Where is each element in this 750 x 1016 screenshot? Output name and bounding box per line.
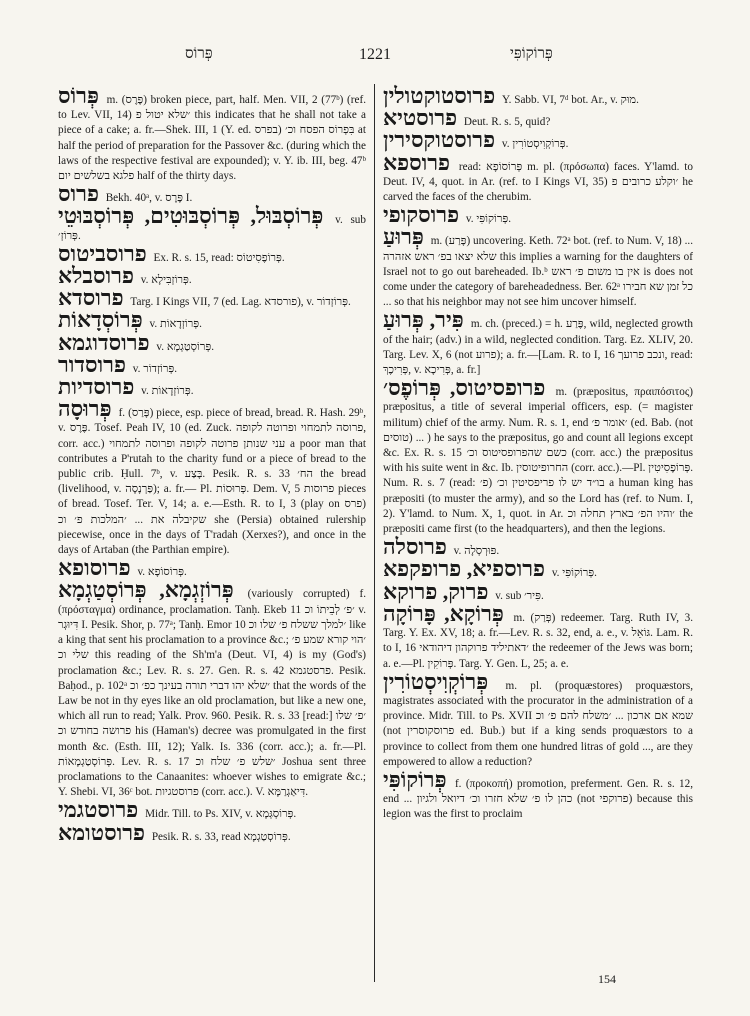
entry-definition: m. (פְּרַק) redeemer. Targ. Ruth IV, 3. Targ. Y. Ex. XV, 18; a. fr.—Lev. R. s. 32, end, a. e., v. גּוֹאֵל. Lam. R. to I, 16 ׳דאתיליד פרוקהון דיהודאי the redeemer of the Jews was born; a. e.—Pl. פְּרוֹקִין. Targ. Y. Gen. L, 25; a. e. (383, 611, 693, 670)
entry-definition: Y. Sabb. VI, 7ᵈ bot. Ar., v. מוּק. (502, 94, 639, 106)
dictionary-entry (383, 375, 694, 537)
left-column (58, 83, 367, 845)
entry-headword: פְּרוֹקָא, פָּרוֹקָה (383, 600, 504, 626)
entry-headword: פרופסיטוס, פְּרוֹפֶס׳ (383, 375, 546, 401)
column-divider (374, 84, 375, 982)
entry-headword: פרוסקופי (383, 202, 460, 228)
entry-headword: פרוסביטוס (58, 240, 147, 266)
dictionary-entry (58, 83, 367, 184)
entry-definition: v. פְּרוֹסְטַגְמָא. (156, 340, 215, 353)
entry-headword: פרוסטוקטולין (383, 83, 496, 108)
dictionary-entry (383, 307, 694, 378)
entry-definition: v. sub פְּרוֹזְ׳. (58, 214, 366, 242)
entry-definition: read: פְּרוֹסוֹפָא m. pl. (πρόσωπα) faces. Y'lamd. to Deut. IV, 4, quot. in Ar. (ref. to I Kings VI, 35) ׳וקלע כרובים פ he carved the faces of the cherubim. (383, 160, 694, 204)
entry-definition: v. פְּרוֹזְדָאוֹת. (149, 318, 202, 331)
page-number: 1221 (359, 46, 391, 63)
entry-headword: פִּיר, פְּרוּעַ (383, 307, 464, 333)
right-column (383, 83, 694, 823)
dictionary-entry (58, 577, 367, 800)
dictionary-entry (383, 668, 694, 770)
entry-definition: v. פְּרוֹזְדוֹר. (132, 362, 178, 375)
entry-headword: פְּרוֹס (58, 83, 99, 108)
entry-definition: Ex. R. s. 15, read: פְּרוֹפֶסִיטוֹס. (153, 251, 285, 264)
page-header (0, 46, 750, 70)
entry-definition: v. sub פִּיר׳. (495, 589, 544, 602)
dictionary-entry (383, 600, 693, 672)
entry-definition: m. (præpositus, πραιπόσιτος) præpositus, a title of several imperial officers, esp. (= magister militum) chief of the army. Num. R. s. 1, end ׳אומר פ׳ (ed. Bab. (not טוסים) ... ) he says to the præpositus, go and count all legions except &c. Ex. R. s. 15 כשם שהפרופסיטוס וכ׳ (corr. acc.) the præpositus with his suite went in &c. Ib. החרופיטוסין (corr. acc.).—Pl. פְּרוֹפֶסִיטִין. Num. R. s. 7 (read: פ׳) בו״ד יש לו פריפסיטין וכ׳ a human king has præpositi (to muster the army), and so the Lord has (ref. to Num. I, 2). Y'lamd. to Num. X, 1, quot. in Ar. ׳והיו הפ׳ בארץ תחלה וכ the præpositi came first (to the headquarters), and then the legions. (383, 386, 694, 536)
running-head-left: פְּרוֹס (185, 46, 213, 62)
entry-headword: פרוסטומא (58, 819, 146, 845)
entry-headword: פרוסלה (383, 534, 447, 560)
entry-definition: Deut. R. s. 5, quid? (463, 116, 551, 129)
dictionary-entry (383, 766, 694, 823)
entry-headword: פרוסטגמי (58, 797, 139, 823)
entry-definition: v. פְּרוֹזְבִּילָא. (140, 274, 192, 287)
entry-definition: Targ. I Kings VII, 7 (ed. Lag. פורסדא), v. פְּרוֹזְדוֹר. (130, 296, 351, 309)
entry-headword: פרוסדור (58, 351, 126, 377)
entry-headword: פְּרוֹקוֹפִּי (383, 766, 447, 792)
entry-definition: v. פְּרוֹקְוִיסְטוֹרִין. (501, 138, 569, 151)
entry-definition: f. (פָּרַס) piece, esp. piece of bread, bread. R. Hash. 29ᵇ, v. פֶּרֶס. Tosef. Peah IV, 10 (ed. Zuck. פרוסה לתמחוי ופרוטה לקופה, corr. acc.) עני שנותן פרוטה לקופה ופרוסה לתמחוי a poor man that contributes a P'rutah to the charity fund or a piece of bread to the public crib. Ḥull. 7ᵇ, v. בָּצַע. Pesik. R. s. 33 הח׳ the bread (livelihood, v. פַּרְנָסָה); a. fr.— Pl. פְּרוּסוֹת. Dem. V, 5 פרוסות pieces of bread. Tosef. Ter. V, 14; a. e.—Esth. R. to I, 3 (play on פרס) שקיבלה את ... ׳המלכות פ׳ וכ she (Persia) obtained rulership piecewise, once in the days of T'radah (Xerxes?), and once in the days of Artaban (the Parthian empire). (58, 407, 367, 557)
entry-definition: Midr. Till. to Ps. XIV, v. פְּרוֹסְגְּמָא. (145, 808, 297, 821)
entry-headword: פְּרוֹסְבּוּל, פְּרוֹסְבּוּטִים, פְּרוֹסְבּוּטֵי (58, 203, 324, 229)
running-head-right: פְּרוֹקוֹפִּי (510, 46, 553, 62)
entry-definition: Pesik. R. s. 33, read פְּרוֹסְטַגְמָא. (151, 830, 291, 843)
entry-headword: פרוסדוגמא (58, 329, 150, 355)
dictionary-entry (58, 819, 366, 845)
signature-mark: 154 (598, 972, 616, 986)
entry-definition: Bekh. 40ᵃ, v. פֶּרֶס I. (105, 192, 193, 205)
entry-definition: v. פְּרוֹסוֹפָא. (137, 566, 187, 579)
entry-headword: פְּרוֹזְגְמָא, פְּרוֹסְטַגְמָא (58, 577, 234, 603)
entry-headword: פְּרוּסָה (58, 396, 112, 422)
dictionary-entry (58, 396, 367, 558)
entry-definition: m. ch. (preced.) = h. פֶּרַע, wild, neglected growth of the hair; (adv.) in a wild, neglected condition. Targ. Ez. XLIV, 20. Targ. Lev. X, 6 (not פרוע); a. fr.—[Lam. R. to I, 16 ונכב פרועך, read: פְּרִיכֶךְ, v. פְּרִיכָא, a. fr.] (383, 318, 694, 377)
entry-definition: m. (פֶּרֶס) broken piece, part, half. Men. VII, 2 (77ᵇ) (ref. to Lev. VII, 14) ׳שלא יטול פ this indicates that he shall not take a piece of a cake; a. fr.—Shek. III, 1 (Y. ed. בפרס) בִּפְרוֹס הפסח וכ׳ at half the period of preparation for the Passover &c. (during which the laws of the respective festival are expounded); v. Y. ib. III, beg. 47ᵇ פלגא בשלשים יום half of the thirty days. (58, 94, 367, 183)
entry-definition: v. פְּרוֹקוֹפִּי. (465, 213, 511, 226)
dictionary-entry (383, 149, 694, 206)
entry-headword: פְּרוֹקְוִיסְטוֹרִין (383, 668, 489, 694)
entry-definition: m. (פָּרַע) uncovering. Keth. 72ᵃ bot. (ref. to Num. V, 18) ... שלא יצאו בפ׳ ראש אזהרה this implies a warning for the daughters of Israel not to go out bareheaded. Ib.ᵇ אין בו משום פ׳ ראש is does not come under the category of bareheadedness. Ber. 62ᵃ כל זמן שא חבירו ... so that his neighbor may not see him uncover himself. (383, 235, 693, 309)
entry-headword: פרוק, פרוקא (383, 578, 489, 604)
entry-headword: פרוס (58, 181, 99, 207)
entry-headword: פרוסופא (58, 555, 131, 581)
entry-headword: פרוסדיות (58, 374, 135, 400)
entry-definition: v. פְּרוֹקוֹפִּי. (551, 567, 597, 580)
entry-definition: v. פּוּרְסְלָה. (453, 545, 500, 558)
entry-headword: פרוספא (383, 149, 451, 175)
entry-headword: פרוספיא, פרופקפא (383, 556, 546, 582)
dictionary-entry (58, 203, 366, 243)
entry-headword: פְּרוּעַ (383, 224, 424, 250)
entry-definition: m. pl. (proquæstores) proquæstors, magistrates associated with the procurator in the administration of a province. Midr. Till. to Ps. XVII שמא אם ארכון ... ׳משלח להם פ׳ וכ (not פרוסקוסרין ed. Bub.) but if a king sends proquæstors to a province to collect from them one hundred litras of gold ..., are they empowered to allow a reduction? (383, 679, 694, 768)
entry-headword: פרוסבלא (58, 263, 134, 289)
entry-headword: פרוסטיא (383, 105, 458, 131)
entry-headword: פְּרוֹסְדָאוֹת (58, 307, 143, 333)
entry-headword: פרוסטוקסירין (383, 127, 496, 153)
dictionary-entry (383, 224, 693, 310)
entry-definition: f. (προκοπή) promotion, preferment. Gen. R. s. 12, end ... כהן לו פ׳ שלא חזרו וכ׳ דיואל ולגיון (not פרוקפי) because this legion was the first to proclaim (383, 777, 694, 821)
entry-definition: v. פְּרוֹזְדָאוֹת. (141, 385, 194, 398)
entry-definition: (variously corrupted) f. (πρόσταγμα) ordinance, proclamation. Tanḥ. Ekeb 11 ׳פ׳ לְבֵיתוֹ וכ v. דִּיוּגְר I. Pesik. Shor, p. 77ᵃ; Tanḥ. Emor 10 ׳למלך ששלח פ׳ שלו וכ like a king that sent his proclamation to a province &c.; ׳הוי קורא שמע פ׳ שלי וכ this reading of the Sh'm'a (Deut. VI, 4) is my (God's) proclamation &c.; Lev. R. s. 27. Gen. R. s. 42 פרסטגמא. Pesik. Baḥod., p. 102ᵃ ׳שלא יהו דברי תורה בעינך כפ׳ וכ that the words of the Law be not in thy eyes like an old proclamation, but like a new one, which all run to read; Yalk. Prov. 960. Pesik. R. s. 33 [read:] ׳פ׳ שלו פרושה בחודש וכ his (Haman's) decree was promulgated in the first month &c. (Esth. III, 12); Yalk. Is. 336 (corr. acc.); a. fr.—Pl. פְּרוֹסְטַגְמָאוֹת. Lev. R. s. 17 ׳שלש פ׳ שלח וכ Joshua sent three proclamations to the Canaanites: whoever wishes to emigrate &c.; Y. Shebi. VI, 36ᶜ bot. פרוסטגיות (corr. acc.). V. דִּיאַגְרַמָּא. (58, 588, 367, 799)
entry-headword: פרוסדא (58, 285, 124, 311)
dictionary-entry (383, 202, 693, 228)
